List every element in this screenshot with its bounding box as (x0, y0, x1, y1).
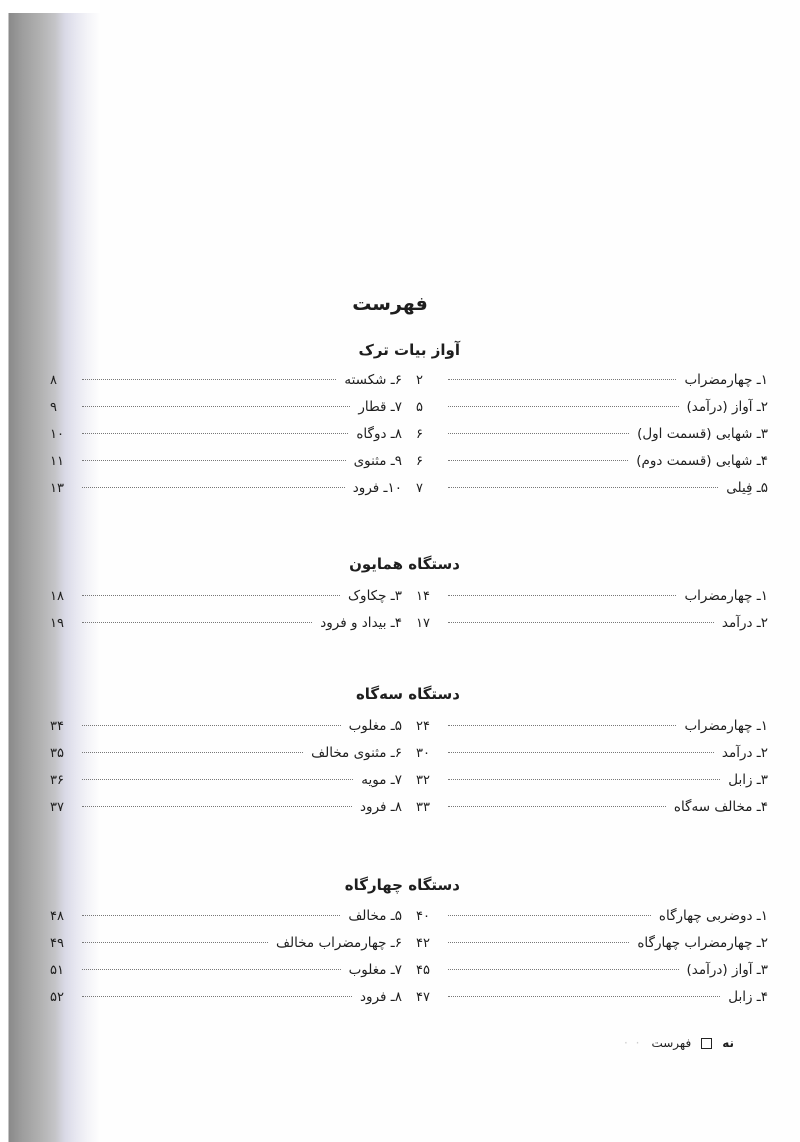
toc-entry[interactable] (50, 962, 402, 989)
toc-entry-page-number: ۱۰ (50, 427, 64, 442)
toc-entry-title: ۲ـ چهارمضراب چهارگاه (637, 935, 768, 951)
toc-entry-page-number: ۳۵ (50, 746, 64, 761)
toc-entry[interactable] (50, 772, 402, 799)
toc-entry-page-number: ۳۷ (50, 800, 64, 815)
toc-column-right (416, 718, 768, 826)
dot-leader (82, 405, 350, 407)
toc-entry-page-number: ۴۲ (416, 936, 430, 951)
toc-entry-page-number: ۳۲ (416, 773, 430, 788)
square-bullet-icon (701, 1038, 712, 1049)
toc-entry-page-number: ۱۹ (50, 616, 64, 631)
toc-entry-title: ۵ـ فِیلی (726, 480, 768, 496)
dot-leader (448, 621, 714, 623)
toc-entry[interactable] (50, 480, 402, 507)
toc-column-left (50, 908, 402, 1016)
toc-entry-title: ۸ـ فرود (360, 989, 402, 1005)
section-heading: آواز بیات ترک (358, 341, 460, 359)
toc-entry[interactable] (50, 399, 402, 426)
toc-entry-page-number: ۲ (416, 373, 423, 388)
toc-entry-page-number: ۹ (50, 400, 57, 415)
dot-leader (448, 995, 720, 997)
toc-entry[interactable] (50, 453, 402, 480)
dot-leader (448, 914, 651, 916)
toc-entry-page-number: ۱۷ (416, 616, 430, 631)
page-title: فهرست (352, 293, 428, 315)
toc-entry-title: ۳ـ شهابی (قسمت اول) (637, 426, 768, 442)
dot-leader (448, 594, 676, 596)
dot-leader (82, 968, 341, 970)
toc-entry-title: ۴ـ شهابی (قسمت دوم) (636, 453, 768, 469)
toc-entry[interactable] (50, 799, 402, 826)
toc-entry[interactable] (50, 718, 402, 745)
dot-leader (82, 941, 268, 943)
toc-entry-title: ۱ـ دوضربی چهارگاه (658, 908, 768, 924)
toc-entry-page-number: ۱۴ (416, 589, 430, 604)
toc-entry-page-number: ۱۸ (50, 589, 64, 604)
dot-leader (448, 405, 679, 407)
toc-entry-title: ۳ـ زابل (728, 772, 768, 788)
toc-entry-title: ۲ـ درآمد (721, 615, 768, 631)
dot-leader (82, 995, 352, 997)
toc-entry-title: ۸ـ فرود (360, 799, 402, 815)
toc-entry[interactable] (416, 772, 768, 799)
toc-entry-title: ۴ـ زابل (728, 989, 768, 1005)
toc-entry-page-number: ۵ (416, 400, 423, 415)
toc-entry-title: ۸ـ دوگاه (356, 426, 402, 442)
dot-leader (448, 724, 676, 726)
toc-entry-page-number: ۴۷ (416, 990, 430, 1005)
dot-leader (448, 751, 714, 753)
toc-entry-page-number: ۱۱ (50, 454, 64, 469)
toc-entry-page-number: ۴۰ (416, 909, 430, 924)
toc-entry-title: ۱ـ چهارمضراب (684, 372, 768, 388)
toc-entry[interactable] (416, 799, 768, 826)
dot-leader (448, 459, 628, 461)
dot-leader (82, 594, 340, 596)
toc-entry[interactable] (50, 745, 402, 772)
dot-leader (448, 941, 629, 943)
toc-entry-page-number: ۲۴ (416, 719, 430, 734)
toc-entry-page-number: ۳۶ (50, 773, 64, 788)
toc-entry[interactable] (416, 989, 768, 1016)
dot-leader (448, 486, 718, 488)
toc-entry-page-number: ۳۰ (416, 746, 430, 761)
toc-entry[interactable] (416, 615, 768, 642)
toc-column-left (50, 718, 402, 826)
dot-leader (82, 778, 353, 780)
toc-entry-title: ۵ـ مخالف (348, 908, 402, 924)
dot-leader (82, 486, 345, 488)
toc-entry-title: ۷ـ مغلوب (348, 962, 402, 978)
toc-entry-title: ۶ـ شکسته (344, 372, 402, 388)
toc-entry-page-number: ۱۳ (50, 481, 64, 496)
toc-entry[interactable] (50, 615, 402, 642)
toc-column-right (416, 908, 768, 1016)
toc-entry[interactable] (50, 588, 402, 615)
toc-entry-page-number: ۴۹ (50, 936, 64, 951)
toc-entry-page-number: ۴۵ (416, 963, 430, 978)
footer-fade-marks: · · (624, 1036, 642, 1050)
toc-entry[interactable] (416, 426, 768, 453)
toc-entry[interactable] (50, 989, 402, 1016)
dot-leader (82, 914, 340, 916)
toc-entry-title: ۶ـ مثنوی مخالف (311, 745, 402, 761)
dot-leader (82, 432, 348, 434)
toc-entry[interactable] (50, 426, 402, 453)
toc-entry-title: ۲ـ درآمد (721, 745, 768, 761)
toc-entry-title: ۶ـ چهارمضراب مخالف (276, 935, 402, 951)
toc-entry-title: ۷ـ مویه (361, 772, 402, 788)
toc-entry-title: ۳ـ آواز (درآمد) (686, 962, 768, 978)
toc-entry-title: ۷ـ قطار (358, 399, 402, 415)
toc-entry-page-number: ۳۳ (416, 800, 430, 815)
toc-entry[interactable] (416, 480, 768, 507)
toc-entry-title: ۴ـ بیداد و فرود (320, 615, 402, 631)
dot-leader (82, 621, 312, 623)
dot-leader (448, 968, 679, 970)
toc-entry[interactable] (416, 372, 768, 399)
dot-leader (82, 378, 336, 380)
dot-leader (448, 378, 676, 380)
dot-leader (448, 778, 720, 780)
toc-entry[interactable] (416, 588, 768, 615)
toc-entry[interactable] (50, 908, 402, 935)
dot-leader (448, 432, 629, 434)
toc-entry[interactable] (416, 962, 768, 989)
toc-column-left (50, 372, 402, 507)
toc-entry-page-number: ۸ (50, 373, 57, 388)
page-footer (624, 1036, 734, 1050)
toc-column-right (416, 372, 768, 507)
toc-entry-page-number: ۵۲ (50, 990, 64, 1005)
section-heading: دستگاه همایون (349, 555, 460, 573)
toc-entry-title: ۴ـ مخالف سه‌گاه (673, 799, 768, 815)
toc-column-right (416, 588, 768, 642)
dot-leader (82, 751, 303, 753)
toc-entry-title: ۹ـ مثنوی (353, 453, 402, 469)
toc-entry[interactable] (416, 745, 768, 772)
toc-entry[interactable] (416, 399, 768, 426)
toc-entry-title: ۱۰ـ فرود (352, 480, 402, 496)
toc-entry[interactable] (416, 908, 768, 935)
page-number: نه (722, 1036, 734, 1050)
toc-entry-title: ۱ـ چهارمضراب (684, 588, 768, 604)
toc-entry-page-number: ۴۸ (50, 909, 64, 924)
dot-leader (82, 724, 341, 726)
dot-leader (448, 805, 666, 807)
toc-entry[interactable] (50, 935, 402, 962)
toc-entry-page-number: ۵۱ (50, 963, 64, 978)
toc-entry-title: ۵ـ مغلوب (348, 718, 402, 734)
footer-section-label: فهرست (651, 1036, 692, 1050)
toc-entry-page-number: ۷ (416, 481, 423, 496)
toc-entry-page-number: ۶ (416, 454, 423, 469)
dot-leader (82, 459, 346, 461)
toc-entry-page-number: ۳۴ (50, 719, 64, 734)
toc-entry[interactable] (50, 372, 402, 399)
toc-entry-title: ۲ـ آواز (درآمد) (686, 399, 768, 415)
toc-entry[interactable] (416, 453, 768, 480)
toc-entry-title: ۳ـ چکاوک (347, 588, 402, 604)
toc-entry-page-number: ۶ (416, 427, 423, 442)
section-heading: دستگاه سه‌گاه (355, 685, 460, 703)
toc-entry[interactable] (416, 935, 768, 962)
toc-entry-title: ۱ـ چهارمضراب (684, 718, 768, 734)
section-heading: دستگاه چهارگاه (344, 876, 460, 894)
toc-entry[interactable] (416, 718, 768, 745)
toc-column-left (50, 588, 402, 642)
dot-leader (82, 805, 352, 807)
